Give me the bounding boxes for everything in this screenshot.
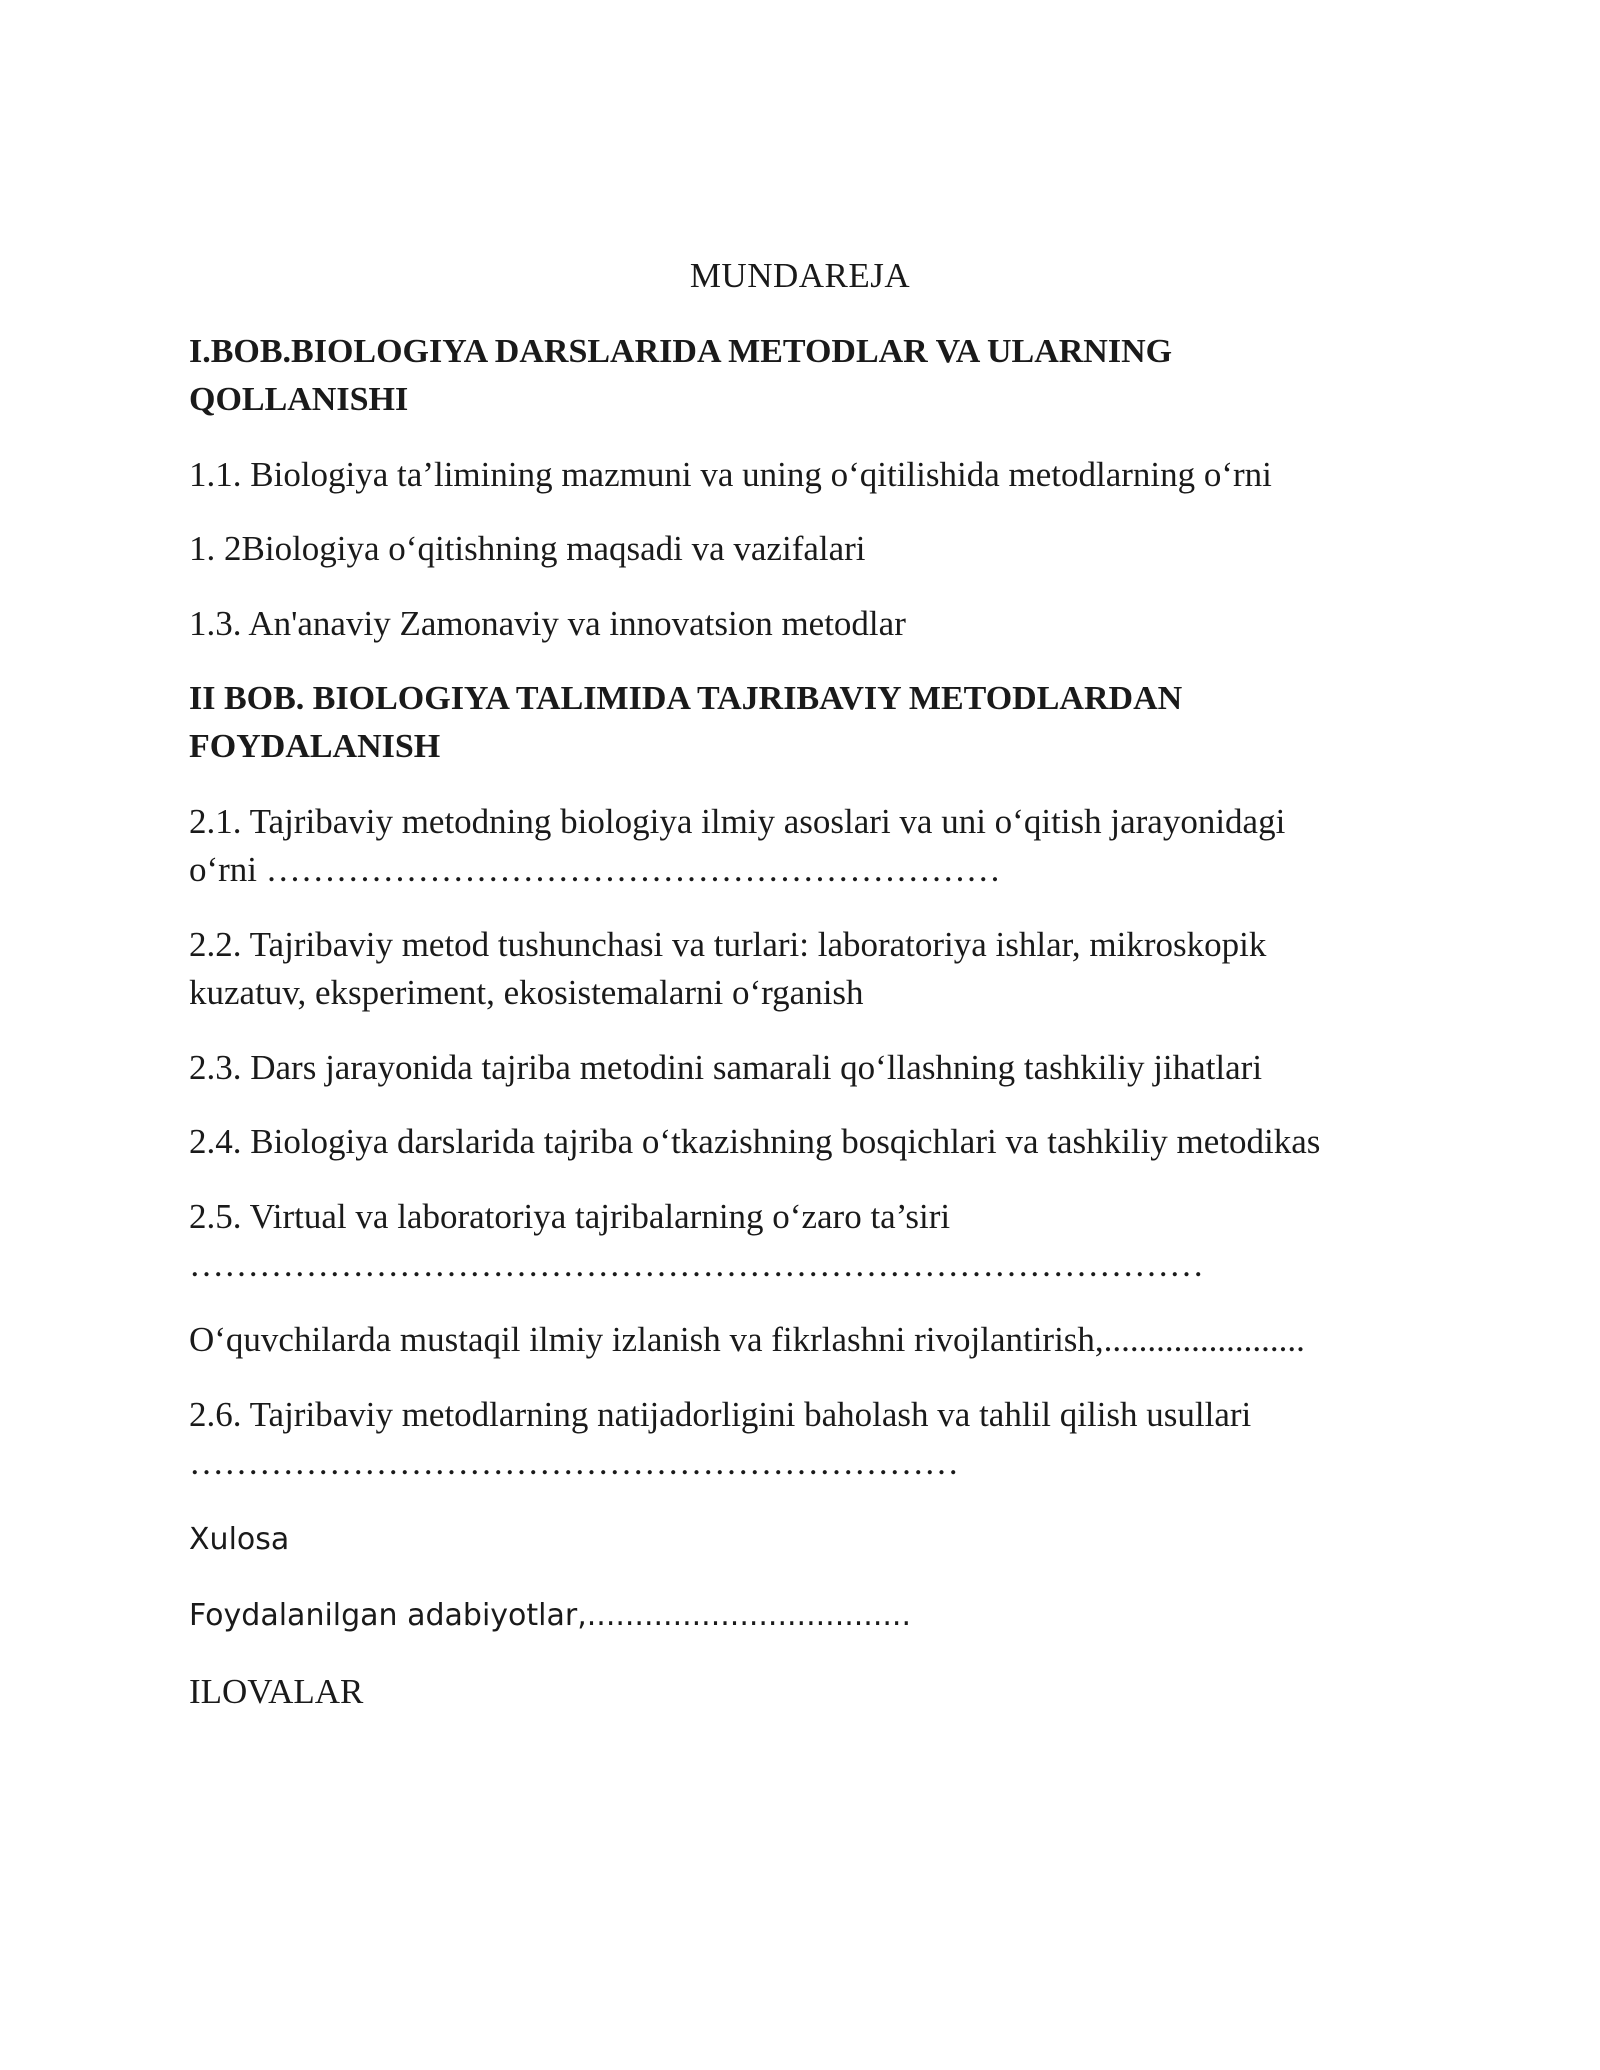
independent-research-item: O‘quvchilarda mustaqil ilmiy izlanish va fikrlashni rivojlantirish,....................... <box>189 1320 1305 1359</box>
section-1-2: 1. 2Biologiya o‘qitishning maqsadi va vazifalari <box>189 529 866 568</box>
section-2-1-line-2: o‘rni ……………………………………………………… <box>189 850 1001 889</box>
section-1-3: 1.3. An'anaviy Zamonaviy va innovatsion metodlar <box>189 604 906 643</box>
section-2-4: 2.4. Biologiya darslarida tajriba o‘tkazishning bosqichlari va tashkiliy metodikas <box>189 1122 1321 1161</box>
chapter-1-heading-line-2: QOLLANISHI <box>189 381 409 418</box>
section-2-5-line-1: 2.5. Virtual va laboratoriya tajribalarning o‘zaro ta’siri <box>189 1197 951 1236</box>
section-1-1: 1.1. Biologiya ta’limining mazmuni va uning o‘qitilishida metodlarning o‘rni <box>189 455 1272 494</box>
conclusion-item: Xulosa <box>189 1522 290 1557</box>
references-item: Foydalanilgan adabiyotlar,.................................. <box>189 1598 911 1633</box>
section-2-2-line-1: 2.2. Tajribaviy metod tushunchasi va turlari: laboratoriya ishlar, mikroskopik <box>189 925 1267 964</box>
section-2-1-line-1: 2.1. Tajribaviy metodning biologiya ilmiy asoslari va uni o‘qitish jarayonidagi <box>189 802 1286 841</box>
chapter-1-heading-line-1: I.BOB.BIOLOGIYA DARSLARIDA METODLAR VA ULARNING <box>189 333 1173 370</box>
section-2-5-line-2: …………………………………………………………………………… <box>189 1245 1204 1284</box>
chapter-2-heading-line-2: FOYDALANISH <box>189 728 441 765</box>
section-2-3: 2.3. Dars jarayonida tajriba metodini samarali qo‘llashning tashkiliy jihatlari <box>189 1048 1263 1087</box>
section-2-6-line-1: 2.6. Tajribaviy metodlarning natijadorligini baholash va tahlil qilish usullari <box>189 1395 1252 1434</box>
section-2-2-line-2: kuzatuv, eksperiment, ekosistemalarni o‘rganish <box>189 973 864 1012</box>
appendices-item: ILOVALAR <box>189 1672 364 1711</box>
section-2-6-line-2: ………………………………………………………… <box>189 1443 959 1482</box>
chapter-2-heading-line-1: II BOB. BIOLOGIYA TALIMIDA TAJRIBAVIY METODLARDAN <box>189 680 1183 717</box>
page-title: MUNDAREJA <box>689 256 911 295</box>
